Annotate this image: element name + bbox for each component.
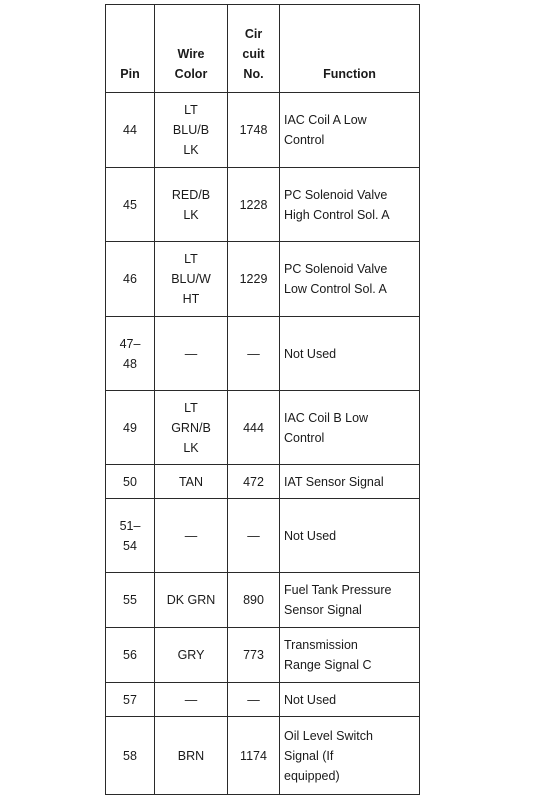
- pin-cell-text: 55: [123, 593, 137, 607]
- wire-color-cell-text: LT: [184, 252, 198, 266]
- function-cell-text: Low Control Sol. A: [284, 282, 387, 296]
- table-row: [106, 717, 420, 795]
- pin-cell: [106, 168, 155, 242]
- table-row: [106, 317, 420, 391]
- pin-cell: [106, 628, 155, 683]
- pin-cell: [106, 93, 155, 168]
- function-cell: [280, 499, 420, 573]
- pin-cell-text: 51–: [119, 518, 141, 533]
- header-pin: Pin: [106, 5, 155, 93]
- function-cell: [280, 391, 420, 465]
- table-body: [106, 93, 420, 795]
- table-row: [106, 242, 420, 317]
- function-cell-text: Not Used: [284, 528, 337, 543]
- wire-color-cell: [155, 391, 228, 465]
- table-row: [106, 465, 420, 499]
- header-function: Function: [280, 5, 420, 93]
- pin-cell-text: 57: [123, 692, 137, 707]
- pin-cell-text: 44: [123, 123, 137, 137]
- circuit-cell: [228, 242, 280, 317]
- function-cell: [280, 93, 420, 168]
- pin-cell: [106, 717, 155, 795]
- circuit-cell: [228, 499, 280, 573]
- circuit-cell-text: 1748: [239, 123, 268, 137]
- table-row: [106, 168, 420, 242]
- function-cell-text: High Control Sol. A: [284, 207, 390, 222]
- wire-color-cell: [155, 93, 228, 168]
- pin-cell-text: 54: [123, 538, 137, 553]
- wire-color-cell-text: TAN: [178, 474, 204, 489]
- circuit-cell-text: 1229: [239, 272, 268, 286]
- table-header-row: [106, 5, 420, 93]
- table-row: [106, 391, 420, 465]
- pin-cell-text: 46: [123, 272, 137, 286]
- function-cell-text: PC Solenoid Valve: [284, 187, 388, 202]
- circuit-cell-text: 472: [243, 474, 264, 489]
- function-cell-text: IAT Sensor Signal: [284, 474, 384, 489]
- circuit-cell-text: —: [247, 346, 260, 361]
- circuit-cell-text: 1228: [239, 197, 268, 212]
- table-row: [106, 683, 420, 717]
- function-cell: [280, 683, 420, 717]
- wire-color-cell-text: BLU/W: [171, 272, 211, 286]
- table-row: [106, 93, 420, 168]
- wire-color-cell-text: LK: [183, 143, 199, 157]
- circuit-cell-text: —: [247, 692, 260, 707]
- circuit-cell-text: 1174: [240, 748, 267, 763]
- wire-color-cell: [155, 573, 228, 628]
- function-cell: [280, 242, 420, 317]
- wire-color-cell-text: LK: [183, 207, 199, 222]
- function-cell: [280, 717, 420, 795]
- function-cell: [280, 317, 420, 391]
- function-cell: [280, 168, 420, 242]
- pin-cell-text: 58: [123, 748, 137, 763]
- table-row: [106, 573, 420, 628]
- wire-color-cell: [155, 499, 228, 573]
- circuit-cell-text: —: [247, 528, 260, 543]
- function-cell-text: Not Used: [284, 346, 337, 361]
- function-cell: [280, 573, 420, 628]
- header-wire-color: Wire Color: [155, 5, 228, 93]
- wire-color-cell-text: GRY: [177, 648, 205, 662]
- function-cell-text: IAC Coil B Low: [284, 410, 369, 425]
- circuit-cell: [228, 465, 280, 499]
- pin-cell-text: 45: [123, 197, 137, 212]
- function-cell-text: Not Used: [284, 692, 337, 707]
- wire-color-cell: [155, 717, 228, 795]
- function-cell-text: Fuel Tank Pressure: [284, 583, 392, 597]
- wire-color-cell: [155, 242, 228, 317]
- wire-color-cell: [155, 628, 228, 683]
- pin-cell-text: 56: [123, 648, 137, 662]
- wire-color-cell-text: —: [184, 692, 198, 707]
- pin-cell: [106, 391, 155, 465]
- wire-color-cell-text: —: [184, 528, 198, 543]
- wire-color-cell-text: LT: [184, 400, 198, 415]
- wire-color-cell-text: HT: [182, 292, 200, 306]
- wire-color-cell-text: RED/B: [171, 187, 211, 202]
- pin-cell: [106, 242, 155, 317]
- wire-color-cell-text: BRN: [177, 748, 205, 763]
- function-cell-text: Range Signal C: [284, 658, 372, 672]
- pin-cell-text: 47–: [119, 336, 141, 351]
- circuit-cell: [228, 717, 280, 795]
- function-cell-text: Transmission: [284, 638, 358, 652]
- function-cell-text: Oil Level Switch: [284, 728, 373, 743]
- function-cell-text: Control: [284, 430, 325, 445]
- table-row: [106, 499, 420, 573]
- wire-color-cell-text: GRN/B: [171, 420, 211, 435]
- function-cell: [280, 628, 420, 683]
- pin-cell: [106, 499, 155, 573]
- circuit-cell: [228, 391, 280, 465]
- circuit-cell: [228, 168, 280, 242]
- wire-color-cell-text: —: [184, 346, 198, 361]
- wire-color-cell: [155, 465, 228, 499]
- pinout-table: [105, 4, 420, 795]
- pin-cell-text: 49: [123, 420, 137, 435]
- function-cell-text: IAC Coil A Low: [284, 113, 367, 127]
- function-cell-text: Control: [284, 133, 325, 147]
- circuit-cell-text: 773: [243, 648, 264, 662]
- pin-cell: [106, 573, 155, 628]
- circuit-cell: [228, 317, 280, 391]
- wire-color-cell-text: LT: [184, 103, 198, 117]
- wire-color-cell: [155, 317, 228, 391]
- pin-cell: [106, 465, 155, 499]
- table-row: [106, 628, 420, 683]
- circuit-cell: [228, 93, 280, 168]
- header-circuit-no: Cir cuit No.: [228, 5, 280, 93]
- wire-color-cell: [155, 168, 228, 242]
- pin-cell: [106, 317, 155, 391]
- function-cell: [280, 465, 420, 499]
- circuit-cell: [228, 683, 280, 717]
- circuit-cell: [228, 628, 280, 683]
- pin-cell: [106, 683, 155, 717]
- function-cell-text: Signal (If: [284, 748, 334, 763]
- circuit-cell-text: 890: [243, 593, 264, 607]
- pin-cell-text: 48: [123, 356, 137, 371]
- circuit-cell: [228, 573, 280, 628]
- function-cell-text: PC Solenoid Valve: [284, 262, 388, 276]
- pin-cell-text: 50: [123, 474, 137, 489]
- wire-color-cell-text: LK: [183, 440, 199, 455]
- wire-color-cell-text: BLU/B: [172, 123, 210, 137]
- wire-color-cell: [155, 683, 228, 717]
- function-cell-text: Sensor Signal: [284, 603, 362, 617]
- circuit-cell-text: 444: [243, 420, 264, 435]
- function-cell-text: equipped): [284, 768, 340, 783]
- wire-color-cell-text: DK GRN: [166, 593, 216, 607]
